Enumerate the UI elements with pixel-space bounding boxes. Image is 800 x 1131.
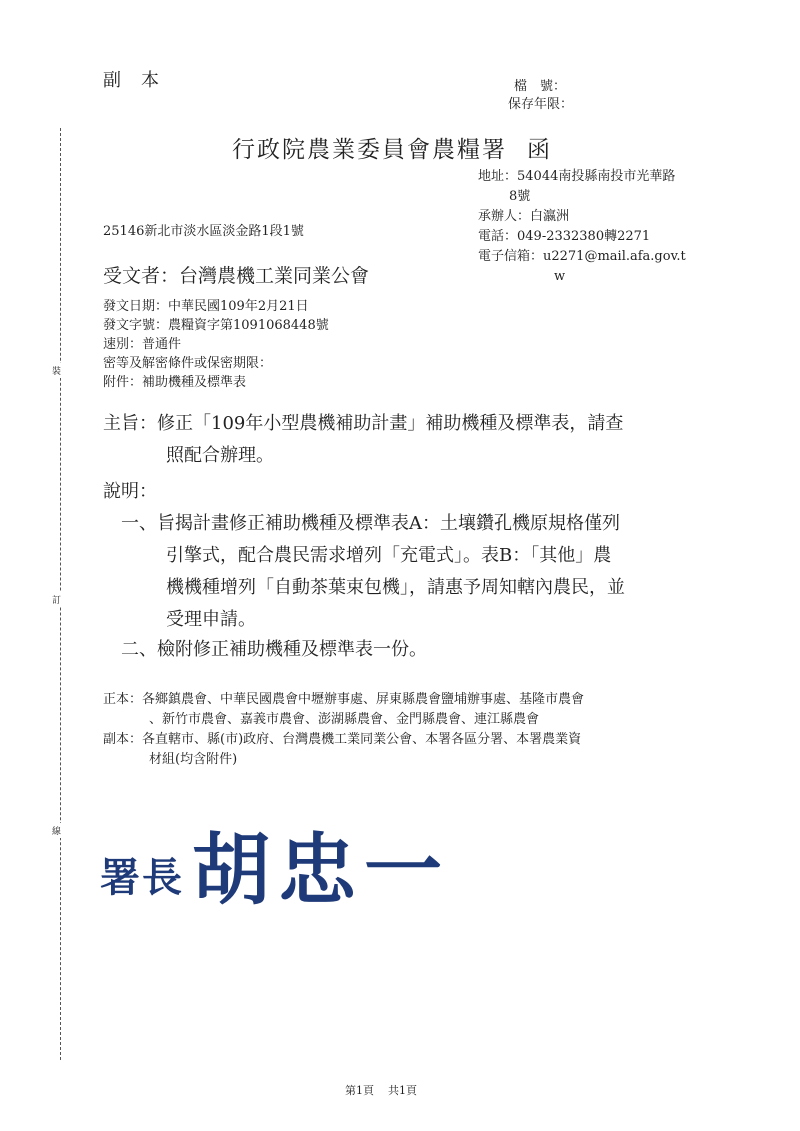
page-number: 第1頁	[345, 1084, 374, 1097]
signature	[100, 808, 450, 920]
document-type: 函	[527, 137, 552, 163]
copy-label: 副本	[103, 70, 179, 91]
document-number: 發文字號：農糧資字第1091068448號	[103, 318, 329, 333]
sender-address-cont: 8號	[509, 189, 531, 204]
binding-mark-ding: 訂	[52, 592, 61, 607]
subject-line: 照配合辦理。	[166, 445, 274, 466]
explanation-line: 引擎式，配合農民需求增列「充電式」。表B：「其他」農	[166, 545, 612, 566]
signature-role: 署長	[100, 855, 184, 901]
subject	[103, 408, 703, 472]
file-meta	[508, 78, 574, 114]
copy-recipients-cont: 材組(均含附件)	[149, 752, 238, 767]
page-total: 共1頁	[388, 1084, 417, 1097]
explanation-item-2	[121, 634, 706, 666]
explanation-item-1	[121, 508, 706, 636]
issue-date: 發文日期：中華民國109年2月21日	[103, 299, 309, 314]
retention-label: 保存年限：	[508, 97, 574, 112]
subject-line: 主旨：修正「109年小型農機補助計畫」補助機種及標準表，請查	[103, 413, 624, 434]
recipient: 受文者：台灣農機工業同業公會	[103, 265, 370, 287]
recipient-address: 25146新北市淡水區淡金路1段1號	[103, 224, 304, 239]
officer: 承辦人：白瀛洲	[478, 209, 570, 224]
phone: 電話：049-2332380轉2271	[478, 229, 651, 244]
binding-mark-xian: 線	[52, 823, 61, 838]
attachment: 附件：補助機種及標準表	[103, 375, 247, 390]
email-cont: w	[554, 269, 566, 284]
primary-recipients: 正本：各鄉鎮農會、中華民國農會中壢辦事處、屏東縣農會鹽埔辦事處、基隆市農會	[103, 692, 585, 707]
signature-name: 胡忠一	[192, 826, 451, 916]
binding-mark-zhuang: 裝	[52, 363, 61, 378]
email: 電子信箱：u2271@mail.afa.gov.t	[478, 249, 686, 264]
explanation-label: 說明：	[103, 481, 157, 502]
page-footer	[345, 1082, 417, 1098]
secrecy-level: 密等及解密條件或保密期限：	[103, 356, 273, 371]
explanation-line: 二、檢附修正補助機種及標準表一份。	[121, 639, 427, 660]
document-meta	[103, 297, 329, 392]
explanation-line: 一、旨揭計畫修正補助機種及標準表A：土壤鑽孔機原規格僅列	[121, 513, 620, 534]
copy-recipients: 副本：各直轄市、縣(市)政府、台灣農機工業同業公會、本署各區分署、本署農業資	[103, 732, 582, 747]
document-title	[232, 131, 552, 164]
agency-name: 行政院農業委員會農糧署	[232, 137, 507, 163]
explanation-line: 受理申請。	[166, 609, 256, 630]
delivery-speed: 速別：普通件	[103, 337, 182, 352]
explanation-line: 機機種增列「自動茶葉束包機」，請惠予周知轄內農民，並	[166, 577, 625, 598]
distribution-list	[103, 690, 584, 770]
file-number-label: 檔 號：	[513, 79, 566, 94]
sender-contact	[478, 167, 686, 287]
sender-address: 地址：54044南投縣南投市光華路	[478, 169, 676, 184]
primary-recipients-cont: 、新竹市農會、嘉義市農會、澎湖縣農會、金門縣農會、連江縣農會	[149, 712, 540, 727]
